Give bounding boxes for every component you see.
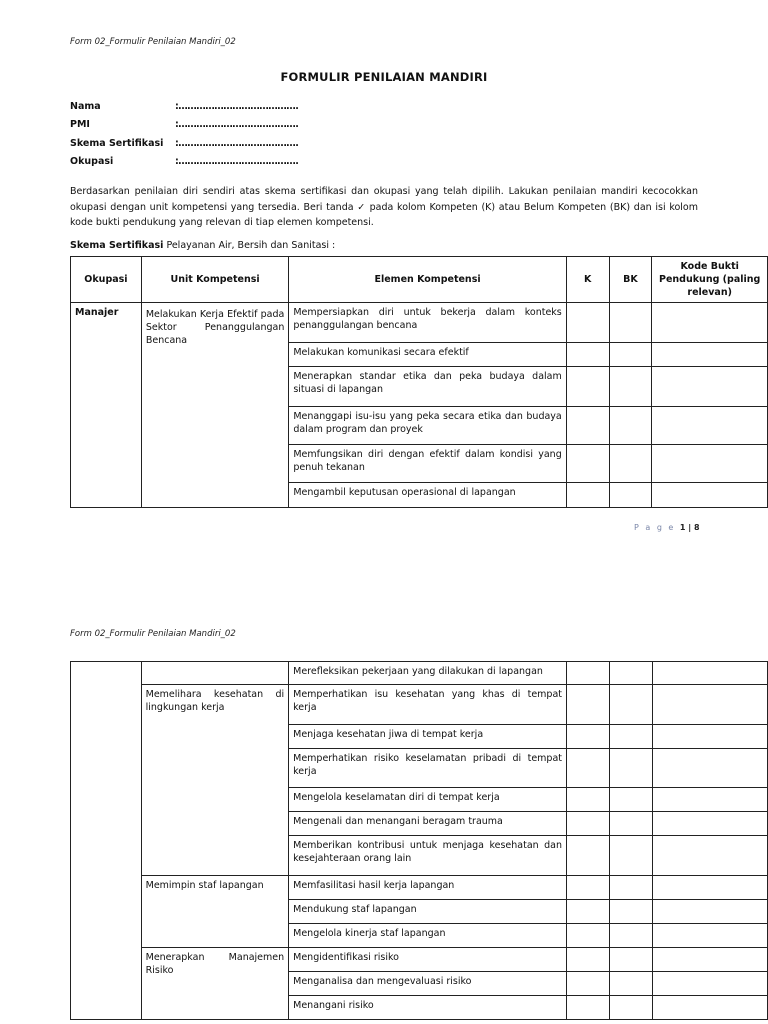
field-skema-sertifikasi xyxy=(70,134,298,153)
evidence-code-cell[interactable] xyxy=(652,812,767,836)
element-cell: Menganalisa dan mengevaluasi risiko xyxy=(289,972,567,996)
table-row xyxy=(71,662,768,685)
element-cell: Merefleksikan pekerjaan yang dilakukan di lapangan xyxy=(289,662,567,685)
element-cell: Mengelola kinerja staf lapangan xyxy=(289,924,567,948)
bk-checkbox-cell[interactable] xyxy=(609,662,652,685)
evidence-code-cell[interactable] xyxy=(652,685,767,725)
k-checkbox-cell[interactable] xyxy=(567,662,610,685)
bk-checkbox-cell[interactable] xyxy=(609,445,652,483)
page-number xyxy=(634,523,700,532)
page-header: Form 02_Formulir Penilaian Mandiri_02 xyxy=(70,629,236,639)
element-cell: Mengambil keputusan operasional di lapangan xyxy=(289,483,566,508)
evidence-code-cell[interactable] xyxy=(652,303,768,343)
header-unit-kompetensi: Unit Kompetensi xyxy=(141,257,289,303)
header-bk: BK xyxy=(609,257,652,303)
field-label: Okupasi xyxy=(70,156,114,168)
k-checkbox-cell[interactable] xyxy=(566,407,609,445)
bk-checkbox-cell[interactable] xyxy=(609,343,652,367)
k-checkbox-cell[interactable] xyxy=(567,948,610,972)
field-pmi xyxy=(70,116,298,135)
k-checkbox-cell[interactable] xyxy=(567,725,610,749)
element-cell: Memfungsikan diri dengan efektif dalam kondisi yang penuh tekanan xyxy=(289,445,566,483)
k-checkbox-cell[interactable] xyxy=(567,924,610,948)
evidence-code-cell[interactable] xyxy=(652,900,767,924)
bk-checkbox-cell[interactable] xyxy=(609,812,652,836)
evidence-code-cell[interactable] xyxy=(652,445,768,483)
page-header: Form 02_Formulir Penilaian Mandiri_02 xyxy=(70,37,236,47)
element-cell: Mempersiapkan diri untuk bekerja dalam konteks penanggulangan bencana xyxy=(289,303,566,343)
table-row xyxy=(71,303,768,343)
evidence-code-cell[interactable] xyxy=(652,662,767,685)
k-checkbox-cell[interactable] xyxy=(566,483,609,508)
k-checkbox-cell[interactable] xyxy=(566,445,609,483)
identity-fields xyxy=(70,97,298,171)
bk-checkbox-cell[interactable] xyxy=(609,948,652,972)
bk-checkbox-cell[interactable] xyxy=(609,725,652,749)
k-checkbox-cell[interactable] xyxy=(567,836,610,876)
element-cell: Mengidentifikasi risiko xyxy=(289,948,567,972)
bk-checkbox-cell[interactable] xyxy=(609,972,652,996)
k-checkbox-cell[interactable] xyxy=(567,788,610,812)
unit-cell: Melakukan Kerja Efektif pada Sektor Penanggulangan Bencana xyxy=(141,303,289,508)
bk-checkbox-cell[interactable] xyxy=(609,749,652,788)
scheme-label: Skema Sertifikasi xyxy=(70,240,164,251)
element-cell: Memberikan kontribusi untuk menjaga kesehatan dan kesejahteraan orang lain xyxy=(289,836,567,876)
element-cell: Memfasilitasi hasil kerja lapangan xyxy=(289,876,567,900)
okupasi-cell xyxy=(71,662,142,1020)
field-label: PMI xyxy=(70,119,90,131)
k-checkbox-cell[interactable] xyxy=(567,685,610,725)
evidence-code-cell[interactable] xyxy=(652,924,767,948)
instructions-paragraph: Berdasarkan penilaian diri sendiri atas skema sertifikasi dan okupasi yang telah dipilih. Lakukan penilaian mandiri kecocokkan okupasi dengan unit kompetensi yang tersedia. Beri tanda ✓ pada kolom Kompeten (K) atau Belum Kompeten (BK) dan isi kolom kode bukti pendukung yang relevan di tiap elemen kompetensi. xyxy=(70,186,698,228)
k-checkbox-cell[interactable] xyxy=(567,876,610,900)
evidence-code-cell[interactable] xyxy=(652,367,768,407)
unit-cell: Menerapkan Manajemen Risiko xyxy=(141,948,289,1020)
bk-checkbox-cell[interactable] xyxy=(609,788,652,812)
evidence-code-cell[interactable] xyxy=(652,876,767,900)
unit-cell xyxy=(141,662,289,685)
document-title: FORMULIR PENILAIAN MANDIRI xyxy=(280,70,488,84)
document-page-2 xyxy=(0,580,768,1024)
element-cell: Mengelola keselamatan diri di tempat kerja xyxy=(289,788,567,812)
evidence-code-cell[interactable] xyxy=(652,996,767,1020)
element-cell: Menanggapi isu-isu yang peka secara etika dan budaya dalam program dan proyek xyxy=(289,407,566,445)
element-cell: Menjaga kesehatan jiwa di tempat kerja xyxy=(289,725,567,749)
bk-checkbox-cell[interactable] xyxy=(609,876,652,900)
table-header-row xyxy=(71,257,768,303)
evidence-code-cell[interactable] xyxy=(652,483,768,508)
bk-checkbox-cell[interactable] xyxy=(609,996,652,1020)
table-row xyxy=(71,685,768,725)
element-cell: Melakukan komunikasi secara efektif xyxy=(289,343,566,367)
evidence-code-cell[interactable] xyxy=(652,836,767,876)
element-cell: Memperhatikan risiko keselamatan pribadi di tempat kerja xyxy=(289,749,567,788)
scheme-value: Pelayanan Air, Bersih dan Sanitasi : xyxy=(163,240,336,251)
k-checkbox-cell[interactable] xyxy=(566,343,609,367)
table-row xyxy=(71,876,768,900)
page-num: 1 | 8 xyxy=(679,523,700,532)
evidence-code-cell[interactable] xyxy=(652,749,767,788)
header-elemen-kompetensi: Elemen Kompetensi xyxy=(289,257,566,303)
bk-checkbox-cell[interactable] xyxy=(609,924,652,948)
bk-checkbox-cell[interactable] xyxy=(609,900,652,924)
bk-checkbox-cell[interactable] xyxy=(609,483,652,508)
page-label: P a g e xyxy=(634,523,676,532)
bk-checkbox-cell[interactable] xyxy=(609,836,652,876)
field-value[interactable]: :…………………………………. xyxy=(175,100,299,112)
competency-table xyxy=(70,256,768,508)
field-value[interactable]: :…………………………………. xyxy=(175,156,299,168)
evidence-code-cell[interactable] xyxy=(652,725,767,749)
okupasi-cell: Manajer xyxy=(71,303,142,508)
header-kode-bukti: Kode Bukti Pendukung (paling relevan) xyxy=(652,257,768,303)
k-checkbox-cell[interactable] xyxy=(567,972,610,996)
element-cell: Mengenali dan menangani beragam trauma xyxy=(289,812,567,836)
field-value[interactable]: :…………………………………. xyxy=(175,119,299,131)
scheme-line xyxy=(70,240,335,251)
field-label: Nama xyxy=(70,100,101,112)
element-cell: Menangani risiko xyxy=(289,996,567,1020)
k-checkbox-cell[interactable] xyxy=(566,367,609,407)
evidence-code-cell[interactable] xyxy=(652,948,767,972)
evidence-code-cell[interactable] xyxy=(652,407,768,445)
k-checkbox-cell[interactable] xyxy=(567,900,610,924)
k-checkbox-cell[interactable] xyxy=(566,303,609,343)
k-checkbox-cell[interactable] xyxy=(567,812,610,836)
competency-table-continued xyxy=(70,661,768,1020)
k-checkbox-cell[interactable] xyxy=(567,996,610,1020)
field-label: Skema Sertifikasi xyxy=(70,137,164,149)
evidence-code-cell[interactable] xyxy=(652,343,768,367)
bk-checkbox-cell[interactable] xyxy=(609,685,652,725)
header-k: K xyxy=(566,257,609,303)
element-cell: Mendukung staf lapangan xyxy=(289,900,567,924)
table-row xyxy=(71,948,768,972)
element-cell: Memperhatikan isu kesehatan yang khas di tempat kerja xyxy=(289,685,567,725)
field-value[interactable]: :…………………………………. xyxy=(175,137,299,149)
bk-checkbox-cell[interactable] xyxy=(609,367,652,407)
bk-checkbox-cell[interactable] xyxy=(609,303,652,343)
unit-cell: Memimpin staf lapangan xyxy=(141,876,289,948)
field-okupasi xyxy=(70,153,298,172)
evidence-code-cell[interactable] xyxy=(652,788,767,812)
bk-checkbox-cell[interactable] xyxy=(609,407,652,445)
k-checkbox-cell[interactable] xyxy=(567,749,610,788)
unit-cell: Memelihara kesehatan di lingkungan kerja xyxy=(141,685,289,876)
element-cell: Menerapkan standar etika dan peka budaya dalam situasi di lapangan xyxy=(289,367,566,407)
header-okupasi: Okupasi xyxy=(71,257,142,303)
field-nama xyxy=(70,97,298,116)
evidence-code-cell[interactable] xyxy=(652,972,767,996)
